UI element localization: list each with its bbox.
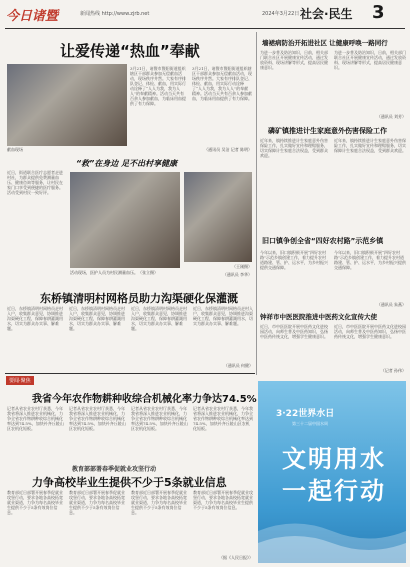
caption-health-service: 活动现场，医护人员为村民测量血压。（张立摄） — [70, 270, 158, 275]
photo-health-service-2 — [184, 172, 252, 262]
byline-tcm-culture: （记者 孙伟） — [380, 368, 406, 373]
body-farm-2: 记者从省农业农村厅获悉，今年我省将深入推进农业机械化，力争全省农作物耕种收综合机械化率达到74.5%，加快补齐丘陵山区农机化短板。 — [69, 406, 126, 431]
body-family-insurance-1: 近年来，镇持续推进计生家庭意外伤害保险工作，扎实做好宣传和理赔服务，切实保障计生家庭合法权益，受到群众欢迎。 — [260, 138, 328, 158]
body-farm-1: 记者从省农业农村厅获悉，今年我省将深入推进农业机械化，力争全省农作物耕种收综合机械化率达到74.5%，加快补齐丘陵山区农机化短板。 — [7, 406, 64, 431]
section-tag: 要闻·聚焦 — [6, 376, 34, 385]
photo-health-service-1 — [70, 172, 180, 268]
kicker-employment: 教育部部署春季促就业攻坚行动 — [72, 466, 157, 473]
body-employment-3: 教育部近日部署开展春季促就业攻坚行动，要求各地各高校拓宽就业渠道，力争为每名高校毕业生提供不少于5条有效岗位信息。 — [131, 490, 187, 515]
headline-tcm-culture: 钟祥市中医医院推进中医药文化宣传大使 — [260, 313, 377, 321]
headline-blood-donation: 让爱传递“热血”奉献 — [60, 42, 200, 60]
headline-health-service: “救”在身边 足不出村享健康 — [76, 159, 178, 168]
body-rural-roads-2: 今年以来，旧口镇积极开展“四好农村路”示范乡镇创建工作，着力提升农村道路建、管、护、运水平，为乡村振兴提供交通保障。 — [334, 250, 406, 270]
caption-health-service-credit: （王刚摄） — [232, 264, 252, 269]
byline-blood-donation: （通讯员 吴洁 记者 陈明） — [204, 147, 252, 152]
body-family-insurance-2: 近年来，镇持续推进计生家庭意外伤害保险工作，扎实做好宣传和理赔服务，切实保障计生家庭合法权益，受到群众欢迎。 — [334, 138, 406, 153]
headline-rural-roads: 旧口镇争创全省“四好农村路”示范乡镇 — [262, 237, 384, 245]
body-community-health-1: 为进一步普及防治知识，日前，相关部门联合社区开展健康宣传活动，通过发放资料、现场讲解等形式，提高居民健康意识。 — [260, 50, 328, 70]
ad-date: 3·22世界水日 — [276, 409, 335, 419]
body-grid-worker-3: 近日，东桥镇清明村网格员走村入户，收集群众意见，协调推进沟渠硬化工程，保障春耕灌溉用水，切实为群众办实事、解难题。 — [131, 306, 187, 331]
body-tcm-culture-1: 近日，市中医医院开展中医药文化进校园活动，向师生普及中医药知识，弘扬中医药传统文化，增强学生健康意识。 — [260, 324, 328, 339]
headline-community-health: 墙裙病防治开拓进社区 让健康呼唤一路同行 — [262, 39, 388, 47]
header-rule — [5, 28, 405, 29]
body-blood-donation-1: 3月21日，诸暨市暨阳街道组织辖区干部群众参加无偿献血活动，现场秩序井然。大家有序排队登记、体检、献血，用实际行动诠释了“人人为我，我为人人”的奉献精神。活动当天共有百余人参加献血，为临床用血提供了有力保障。 — [130, 66, 186, 106]
body-grid-worker-4: 近日，东桥镇清明村网格员走村入户，收集群众意见，协调推进沟渠硬化工程，保障春耕灌溉用水，切实为群众办实事、解难题。 — [193, 306, 253, 326]
issue-date: 2024年3月22日 — [262, 11, 300, 17]
newspaper-logo: 今日诸暨 — [6, 9, 59, 24]
byline-grid-worker: （通讯员 何健） — [223, 363, 253, 368]
byline-community-health: （通讯员 刘芳） — [376, 114, 406, 119]
body-employment-4: 教育部近日部署开展春季促就业攻坚行动，要求各地各高校拓宽就业渠道，力争为每名高校毕业生提供不少于5条有效岗位信息。 — [193, 490, 253, 510]
section-title: 社会·民生 — [300, 7, 353, 21]
byline-rural-roads: （通讯员 朱燕） — [376, 302, 406, 307]
news-hotline: 新闻热线 http://www.zjrb.net — [80, 11, 150, 17]
photo-blood-donation — [7, 64, 127, 146]
headline-family-insurance: 磷矿镇推进计生家庭意外伤害保险工作 — [268, 127, 387, 135]
water-wave-graphic — [258, 511, 406, 563]
body-farm-3: 记者从省农业农村厅获悉，今年我省将深入推进农业机械化，力争全省农作物耕种收综合机械化率达到74.5%，加快补齐丘陵山区农机化短板。 — [131, 406, 188, 431]
byline-health-service: （通讯员 李华） — [222, 272, 252, 277]
body-grid-worker-1: 近日，东桥镇清明村网格员走村入户，收集群众意见，协调推进沟渠硬化工程，保障春耕灌溉用水，切实为群众办实事、解难题。 — [7, 306, 63, 331]
body-employment-2: 教育部近日部署开展春季促就业攻坚行动，要求各地各高校拓宽就业渠道，力争为每名高校毕业生提供不少于5条有效岗位信息。 — [69, 490, 125, 515]
body-health-service: 近日，街道联合医疗志愿者走进村社，为群众提供免费测量血压、健康咨询等服务，让村民在家门口享受到便捷的医疗服务。活动受到村民一致好评。 — [7, 170, 63, 195]
byline-employment: （据《人民日报》） — [219, 555, 253, 560]
headline-farm-mechanization: 我省今年农作物耕种收综合机械化率力争达74.5% — [32, 394, 257, 405]
caption-blood-donation: 献血现场 — [7, 147, 23, 152]
page-number: 3 — [372, 2, 385, 23]
ad-slogan-line1: 文明用水 — [282, 445, 386, 473]
body-tcm-culture-2: 近日，市中医医院开展中医药文化进校园活动，向师生普及中医药知识，弘扬中医药传统文化，增强学生健康意识。 — [334, 324, 406, 339]
masthead — [0, 0, 410, 28]
headline-grid-worker: 东桥镇清明村网格员助力沟渠硬化保灌溉 — [40, 292, 238, 305]
body-employment-1: 教育部近日部署开展春季促就业攻坚行动，要求各地各高校拓宽就业渠道，力争为每名高校毕业生提供不少于5条有效岗位信息。 — [7, 490, 63, 515]
headline-employment: 力争高校毕业生提供不少于5条就业信息 — [32, 476, 227, 489]
body-farm-4: 记者从省农业农村厅获悉，今年我省将深入推进农业机械化，力争全省农作物耕种收综合机械化率达到74.5%，加快补齐丘陵山区农机化短板。 — [193, 406, 253, 431]
lower-section-rule — [5, 373, 255, 374]
body-blood-donation-2: 3月21日，诸暨市暨阳街道组织辖区干部群众参加无偿献血活动，现场秩序井然。大家有序排队登记、体检、献血，用实际行动诠释了“人人为我，我为人人”的奉献精神。活动当天共有百余人参加献血，为临床用血提供了有力保障。 — [192, 66, 252, 101]
ad-slogan-line2: 一起行动 — [282, 477, 386, 505]
column-divider — [256, 32, 257, 375]
water-day-advertisement — [258, 381, 406, 563]
ad-subtitle: 第三十二届中国水周 — [292, 421, 328, 426]
body-community-health-2: 为进一步普及防治知识，日前，相关部门联合社区开展健康宣传活动，通过发放资料、现场讲解等形式，提高居民健康意识。 — [334, 50, 406, 70]
body-grid-worker-2: 近日，东桥镇清明村网格员走村入户，收集群众意见，协调推进沟渠硬化工程，保障春耕灌溉用水，切实为群众办实事、解难题。 — [69, 306, 125, 331]
body-rural-roads-1: 今年以来，旧口镇积极开展“四好农村路”示范乡镇创建工作，着力提升农村道路建、管、护、运水平，为乡村振兴提供交通保障。 — [260, 250, 328, 270]
